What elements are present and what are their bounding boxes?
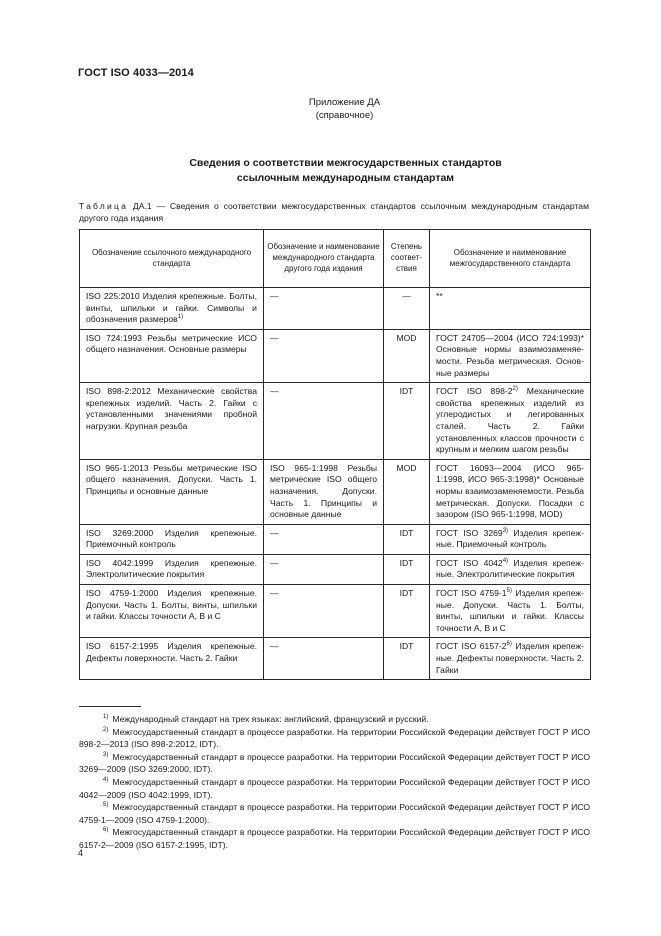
interstate-text: ГОСТ 16093—2004 (ИСО 965-1:1998, ИСО 965-3:1998)* Основные нормы взаимозаменяемости. Резьба метрическая. Допуски. Посадки с зазором (ISO 965-1:1998, MOD) — [436, 462, 584, 520]
cell-interstate-standard — [430, 288, 591, 330]
cell-interstate-standard — [430, 524, 591, 554]
header-other-year-standard: Обозначение и наименование международного стандарта другого года издания — [264, 230, 384, 288]
cell-interstate-standard — [430, 383, 591, 460]
header-interstate-standard: Обозначение и наименование межгосударственного стандарта — [430, 230, 591, 288]
footnotes — [79, 713, 590, 852]
footnote-text: Межгосударственный стандарт в процессе разработки. На территории Российской Федерации действует ГОСТ Р ИСО 4759-1—2009 (ISO 4759-1:2000). — [79, 802, 590, 825]
cell-reference-standard — [80, 459, 264, 524]
footnote — [79, 713, 590, 726]
cell-other-year-standard: — — [264, 288, 384, 330]
interstate-text: ГОСТ ISO 898-2 — [436, 386, 513, 397]
cell-reference-standard — [80, 329, 264, 382]
header-reference-standard: Обозначение ссылочного международного стандарта — [80, 230, 264, 288]
interstate-text-tail: Изделия крепежные. Допуски. Часть 1. Болты, винты, шпильки и гайки. Классы точности А, В и С — [436, 588, 584, 633]
table-row — [80, 459, 591, 524]
footnote-text: Межгосударственный стандарт в процессе разработки. На территории Российской Федерации действует ГОСТ Р ИСО 3269—2009 (ISO 3269:2000, IDT). — [79, 751, 590, 775]
interstate-text: ГОСТ ISO 4759-1 — [436, 588, 507, 599]
footnote-mark: 3) — [502, 527, 509, 534]
table-row — [80, 554, 591, 584]
interstate-text-tail: Изделия крепежные. Дефекты поверхности. Часть 2. Гайки — [436, 641, 584, 675]
cell-other-year-standard: — — [264, 585, 384, 638]
footnote-text: Межгосударственный стандарт в процессе разработки. На территории Российской Федерации действует ГОСТ Р ИСО 898-2—2013 (ISO 898-2:2012, IDT). — [79, 726, 590, 750]
cell-interstate-standard — [430, 459, 591, 524]
table-row — [80, 288, 591, 330]
cell-reference-standard — [80, 585, 264, 638]
cell-degree: IDT — [384, 585, 430, 638]
table-row — [80, 585, 591, 638]
cell-degree: — — [384, 288, 430, 330]
footnote-mark: 6) — [506, 641, 512, 648]
cell-interstate-standard — [430, 585, 591, 638]
footnote-mark: 5) — [103, 802, 109, 809]
cell-degree: MOD — [384, 329, 430, 382]
footnote-separator — [79, 706, 141, 707]
footnote-mark: 5) — [506, 588, 512, 595]
footnote-text: Международный стандарт на трех языках: английский, французский и русский. — [112, 714, 429, 724]
cell-degree: IDT — [384, 383, 430, 460]
cell-degree: IDT — [384, 638, 430, 680]
reference-text: ISO 898-2:2012 Механические свойства крепежных изделий. Часть 2. Гайки с установленными значениями пробной нагрузки. Крупная резьба — [86, 386, 257, 431]
footnote-text: Межгосударственный стандарт в процессе разработки. На территории Российской Федерации действует ГОСТ Р ИСО 6157-2—2009 (ISO 6157-2:1995, IDT). — [79, 827, 590, 850]
interstate-text: ГОСТ ISO 3269 — [436, 527, 503, 538]
cell-other-year-standard: — — [264, 638, 384, 680]
cell-other-year-standard: — — [264, 329, 384, 382]
footnote-mark: 2) — [512, 386, 518, 393]
reference-text: ISO 225:2010 Изделия крепежные. Болты, винты, шпильки и гайки. Символы и обозначения размеров — [86, 291, 257, 325]
cell-other-year-standard: — — [264, 554, 384, 584]
footnote-text: Межгосударственный стандарт в процессе разработки. На территории Российской Федерации действует ГОСТ Р ИСО 4042—2009 (ISO 4042:1999, IDT). — [79, 776, 590, 800]
footnote-mark: 1) — [103, 714, 109, 720]
footnote-mark: 4) — [103, 776, 109, 783]
reference-text: ISO 6157-2:1995 Изделия крепежные. Дефекты поверхности. Часть 2. Гайки — [86, 641, 257, 664]
cell-other-year-standard: ISO 965-1:1998 Резьбы метрические ISO общего назначения. Допуски. Часть 1. Принципы и основные данные — [264, 459, 384, 524]
section-heading-line-2: ссылочным международным стандартам — [236, 172, 455, 184]
table-row — [80, 329, 591, 382]
table-header-row — [80, 230, 591, 288]
footnote-mark: 1) — [177, 314, 184, 321]
interstate-text-tail: Изделия крепежные. Приемочный контроль — [436, 527, 584, 550]
cell-interstate-standard — [430, 329, 591, 382]
table-row — [80, 524, 591, 554]
cell-interstate-standard — [430, 554, 591, 584]
reference-text: ISO 724:1993 Резьбы метрические ИСО общего назначения. Основные размеры — [86, 332, 257, 355]
cell-degree: MOD — [384, 459, 430, 524]
cell-reference-standard — [80, 524, 264, 554]
correspondence-table — [79, 229, 591, 680]
cell-reference-standard — [80, 288, 264, 330]
cell-reference-standard — [80, 638, 264, 680]
cell-degree: IDT — [384, 554, 430, 584]
document-code-header: ГОСТ ISO 4033—2014 — [78, 67, 194, 79]
cell-reference-standard — [80, 383, 264, 460]
footnote — [79, 726, 590, 751]
interstate-text-tail: Изделия крепежные. Электролитические покрытия — [436, 557, 584, 580]
interstate-text-tail: Механические свойства крепежных изделий из углеродистых и легированных сталей. Часть 2. Гайки установленных классов прочности с крупным и мелким шагом резьбы — [436, 386, 584, 455]
annex-subtitle: (справочное) — [315, 110, 374, 121]
footnote — [79, 751, 590, 776]
header-degree: Степень соответствия — [384, 230, 430, 288]
table-caption — [79, 200, 589, 224]
interstate-text: ** — [436, 291, 443, 301]
table-caption-label: Таблица — [79, 201, 129, 211]
page-number: 4 — [78, 848, 84, 858]
section-heading-line-1: Сведения о соответствии межгосударственных стандартов — [189, 157, 502, 169]
footnote — [79, 801, 590, 826]
cell-reference-standard — [80, 554, 264, 584]
table-caption-text: ДА.1 — Сведения о соответствии межгосударственных стандартов ссылочным международным стандартам другого года издания — [79, 201, 589, 223]
reference-text: ISO 4759-1:2000 Изделия крепежные. Допуски. Часть 1. Болты, винты, шпильки и гайки. Классы точности А, В и С — [86, 588, 257, 622]
interstate-text: ГОСТ ISO 4042 — [436, 557, 503, 568]
table-row — [80, 638, 591, 680]
footnote-mark: 2) — [103, 726, 109, 733]
footnote-mark: 4) — [502, 557, 509, 564]
reference-text: ISO 3269:2000 Изделия крепежные. Приемочный контроль — [86, 527, 257, 550]
footnote — [79, 826, 590, 851]
reference-text: ISO 965-1:2013 Резьбы метрические ISO общего назначения. Допуски. Часть 1. Принципы и основные данные — [86, 462, 257, 496]
footnote-mark: 6) — [103, 827, 109, 834]
annex-title: Приложение ДА — [308, 97, 381, 108]
footnote-mark: 3) — [103, 751, 109, 758]
interstate-text: ГОСТ ISO 6157-2 — [436, 641, 507, 652]
cell-other-year-standard: — — [264, 524, 384, 554]
interstate-text: ГОСТ 24705—2004 (ИСО 724:1993)* Основные нормы взаимозаменяемости. Резьба метрическая. Основные размеры — [436, 332, 584, 378]
cell-other-year-standard: — — [264, 383, 384, 460]
table-row — [80, 383, 591, 460]
cell-interstate-standard — [430, 638, 591, 680]
footnote — [79, 776, 590, 801]
reference-text: ISO 4042:1999 Изделия крепежные. Электролитические покрытия — [86, 557, 257, 580]
cell-degree: IDT — [384, 524, 430, 554]
